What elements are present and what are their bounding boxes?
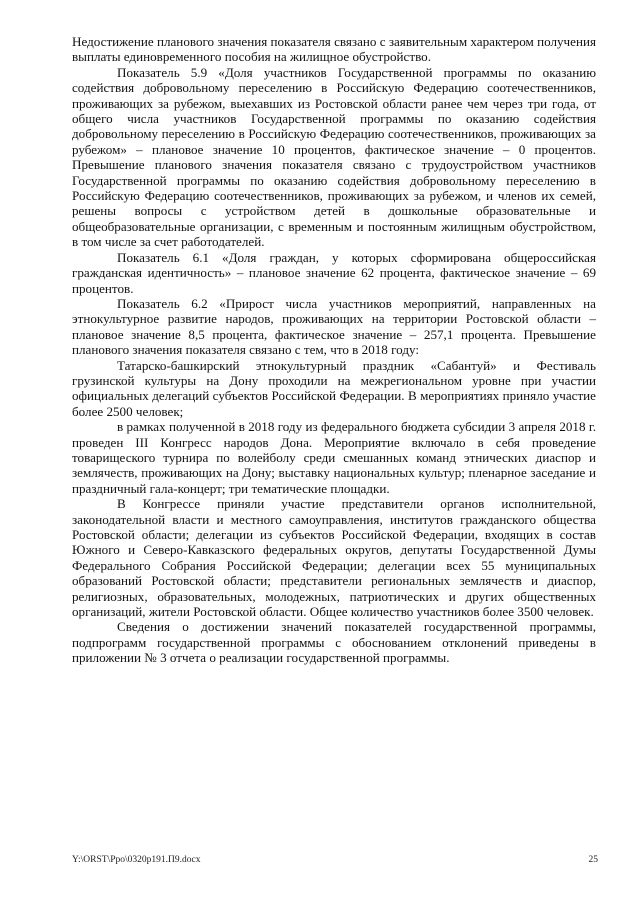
- paragraph-1: Недостижение планового значения показателя связано с заявительным характером получения выплаты единовременного пособия на жилищное обустройство.: [72, 34, 596, 65]
- paragraph-appendix-reference: Сведения о достижении значений показателей государственной программы, подпрограмм государственной программы с обоснованием отклонений приведены в приложении № 3 отчета о реализации государственной программы.: [72, 619, 596, 666]
- paragraph-congress-don: в рамках полученной в 2018 году из федерального бюджета субсидии 3 апреля 2018 г. проведен III Конгресс народов Дона. Мероприятие включало в себя проведение товарищеского турнира по волейболу среди смешанных команд этнических диаспор и землячеств, проживающих на Дону; выставку национальных культур; пленарное заседание и праздничный гала-концерт; три тематические площадки.: [72, 419, 596, 496]
- page-number: 25: [588, 855, 598, 865]
- paragraph-indicator-5-9: Показатель 5.9 «Доля участников Государственной программы по оказанию содействия добровольному переселению в Российскую Федерацию соотечественников, проживающих за рубежом, выехавших из Ростовской области ранее чем через три года, от общего числа участников Государственной программы по оказанию содействия добровольному переселению в Российскую Федерацию соотечественников, проживающих за рубежом» – плановое значение 10 процентов, фактическое значение – 0 процентов. Превышение планового значения показателя связано с трудоустройством участников Государственной программы по оказанию содействия добровольному переселению в Российскую Федерацию соотечественников, проживающих за рубежом, и членов их семей, решены вопросы с устройством детей в дошкольные образовательные и общеобразовательные организации, с временным и постоянным жилищным обустройством, в том числе за счет работодателей.: [72, 64, 596, 250]
- paragraph-indicator-6-1: Показатель 6.1 «Доля граждан, у которых сформирована общероссийская гражданская идентичность» – плановое значение 62 процента, фактическое значение – 69 процентов.: [72, 249, 596, 296]
- document-body: [72, 34, 596, 666]
- paragraph-sabantuy-festival: Татарско-башкирский этнокультурный праздник «Сабантуй» и Фестиваль грузинской культуры на Дону проходили на межрегиональном уровне при участии официальных делегаций субъектов Российской Федерации. В мероприятиях приняло участие более 2500 человек;: [72, 357, 596, 419]
- paragraph-indicator-6-2: Показатель 6.2 «Прирост числа участников мероприятий, направленных на этнокультурное развитие народов, проживающих на территории Ростовской области – плановое значение 8,5 процента, фактическое значение – 257,1 процента. Превышение планового значения показателя связано с тем, что в 2018 году:: [72, 295, 596, 358]
- footer-file-path: Y:\ORST\Ppo\0320p191.П9.docx: [72, 855, 201, 865]
- paragraph-congress-participants: В Конгрессе приняли участие представители органов исполнительной, законодательной власти и местного самоуправления, институтов гражданского общества Ростовской области; делегации из субъектов Российской Федерации, входящих в состав Южного и Северо-Кавказского федеральных округов, депутаты Государственной Думы Федерального Собрания Российской Федерации; делегации всех 55 муниципальных образований Ростовской области; представители региональных землячеств и диаспор, религиозных, образовательных, молодежных, патриотических и других общественных организаций, жители Ростовской области. Общее количество участников более 3500 человек.: [72, 496, 596, 620]
